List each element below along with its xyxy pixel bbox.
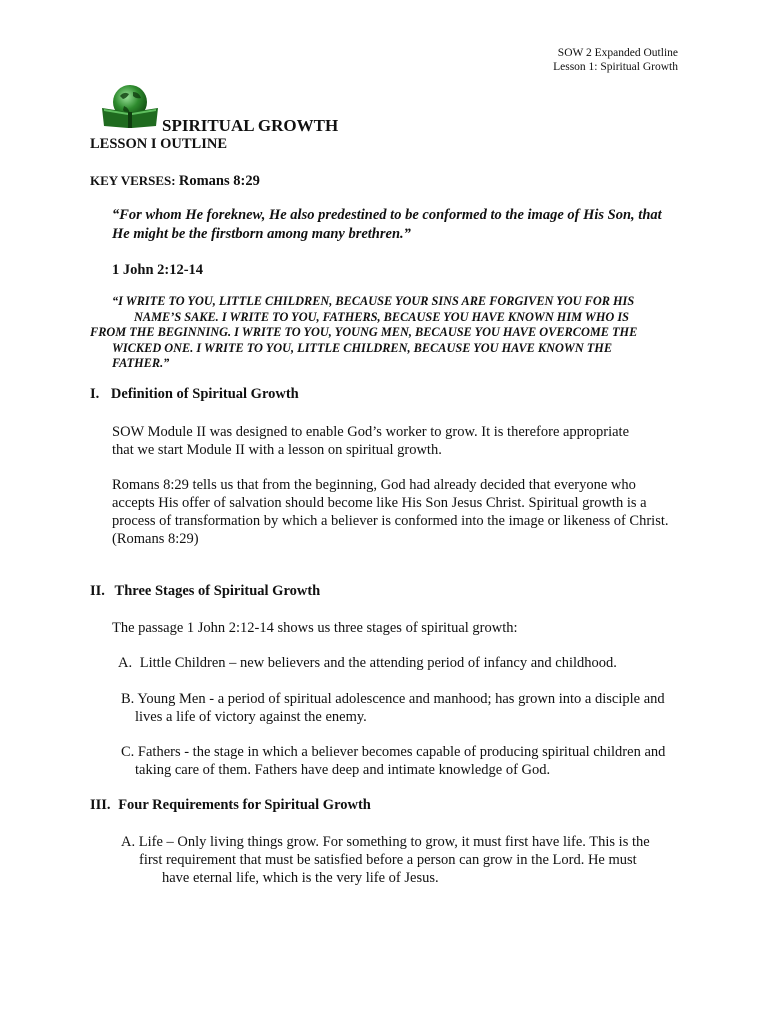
green-book-globe-logo <box>100 82 160 130</box>
paragraph: Romans 8:29 tells us that from the beginning, God had already decided that everyone who accepts His offer of salvation should become like His Son Jesus Christ. Spiritual growth is a process of transformation by which a believer is conformed into the image or likeness of Christ. (Romans 8:29) <box>112 477 669 547</box>
list-text: Little Children – new believers and the attending period of infancy and childhood. <box>139 655 617 671</box>
document-title: SPIRITUAL GROWTH <box>162 116 339 135</box>
list-letter: A. <box>118 655 133 671</box>
quote-line: FATHER.” <box>112 356 170 370</box>
list-item <box>121 833 681 887</box>
list-letter: A. <box>121 834 136 850</box>
paragraph: SOW Module II was designed to enable God’s worker to grow. It is therefore appropriate that we start Module II with a lesson on spiritual growth. <box>112 424 630 458</box>
section-number: III. <box>90 797 111 813</box>
list-text: Fathers - the stage in which a believer becomes capable of producing spiritual children and taking care of them. Fathers have deep and intimate knowledge of God. <box>135 744 666 778</box>
list-text-line: Life – Only living things grow. For something to grow, it must first have life. This is the <box>138 834 650 850</box>
key-verse-reference-2: 1 John 2:12-14 <box>112 262 204 278</box>
header-line-2: Lesson 1: Spiritual Growth <box>553 61 678 73</box>
quote-line: FROM THE BEGINNING. I WRITE TO YOU, YOUNG MEN, BECAUSE YOU HAVE OVERCOME THE <box>90 325 638 339</box>
paragraph: The passage 1 John 2:12-14 shows us three stages of spiritual growth: <box>112 620 518 636</box>
header-line-1: SOW 2 Expanded Outline <box>557 47 678 59</box>
key-verses-line <box>90 173 260 190</box>
section-number: II. <box>90 583 105 599</box>
section-title: Definition of Spiritual Growth <box>110 386 299 402</box>
section-2-heading <box>90 583 320 600</box>
section-3-heading <box>90 797 371 814</box>
list-letter: B. <box>121 691 135 707</box>
section-number: I. <box>90 386 100 402</box>
key-verses-label: KEY VERSES: <box>90 173 176 188</box>
document-header <box>553 46 678 74</box>
section-title: Four Requirements for Spiritual Growth <box>118 797 371 813</box>
quote-line: NAME’S SAKE. I WRITE TO YOU, FATHERS, BECAUSE YOU HAVE KNOWN HIM WHO IS <box>134 309 629 324</box>
key-verse-reference-1: Romans 8:29 <box>178 173 260 189</box>
list-item <box>121 743 687 779</box>
document-subtitle: LESSON I OUTLINE <box>90 136 227 152</box>
section-1-heading <box>90 386 299 403</box>
section-title: Three Stages of Spiritual Growth <box>114 583 321 599</box>
list-text: Young Men - a period of spiritual adolescence and manhood; has grown into a disciple and lives a life of victory against the enemy. <box>135 691 665 725</box>
quote-line: “I WRITE TO YOU, LITTLE CHILDREN, BECAUSE YOUR SINS ARE FORGIVEN YOU FOR HIS <box>112 294 635 308</box>
key-verse-quote-2 <box>90 294 678 372</box>
list-text-line: have eternal life, which is the very life of Jesus. <box>162 870 439 886</box>
list-item <box>118 654 678 672</box>
list-letter: C. <box>121 744 135 760</box>
key-verse-quote-1: “For whom He foreknew, He also predestined to be conformed to the image of His Son, that He might be the firstborn among many brethren.” <box>112 207 662 242</box>
quote-line: WICKED ONE. I WRITE TO YOU, LITTLE CHILDREN, BECAUSE YOU HAVE KNOWN THE <box>112 340 613 355</box>
list-text-line: first requirement that must be satisfied before a person can grow in the Lord. He must <box>139 852 637 868</box>
list-item <box>121 690 687 726</box>
